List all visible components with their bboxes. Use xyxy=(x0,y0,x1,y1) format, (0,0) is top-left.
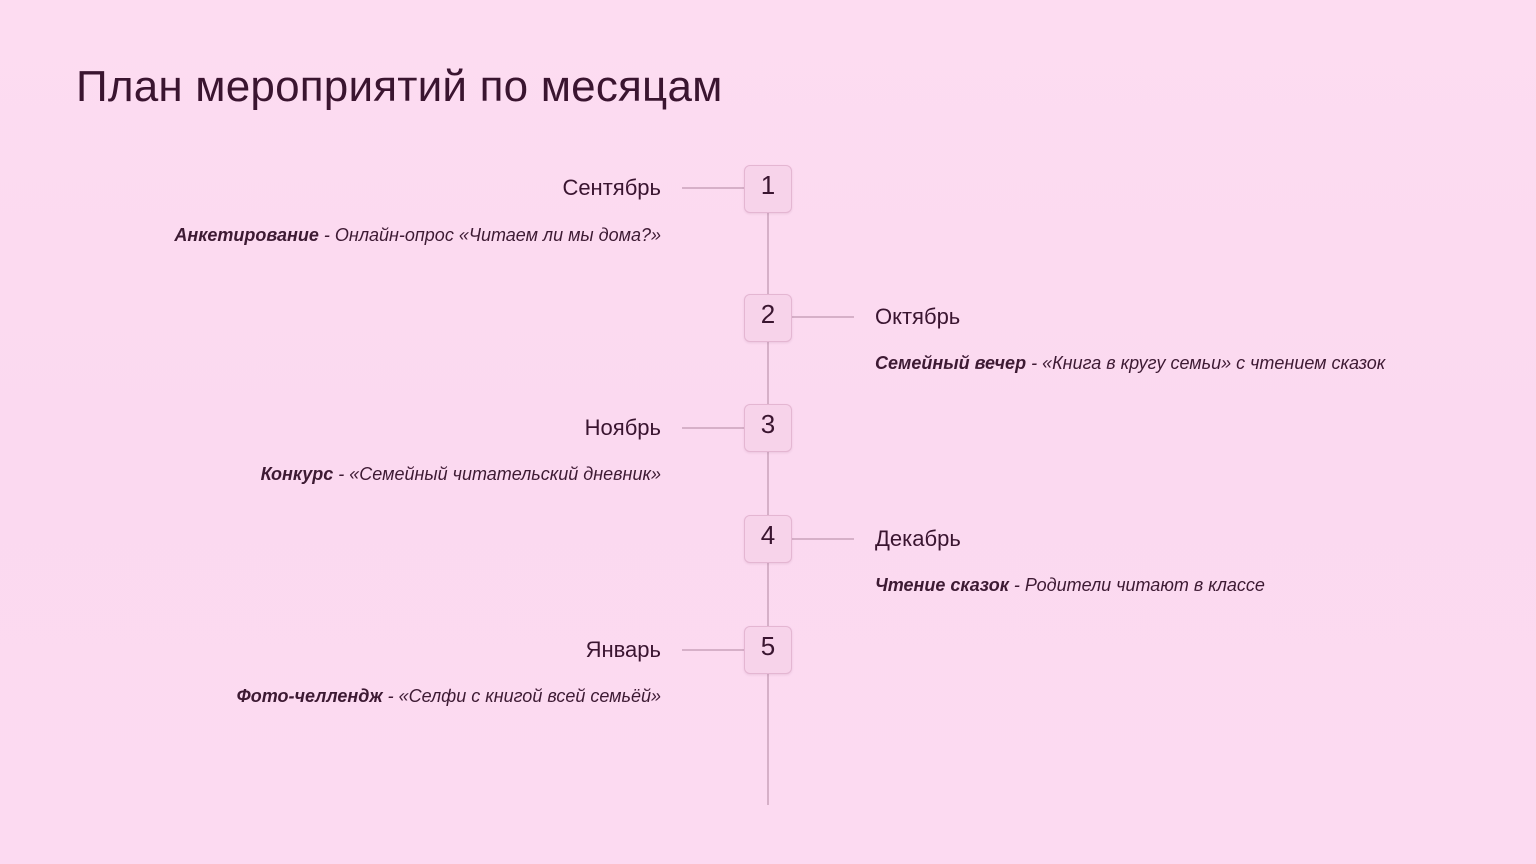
timeline-step-number: 5 xyxy=(744,626,792,674)
timeline-connector xyxy=(682,649,744,651)
page-title: План мероприятий по месяцам xyxy=(76,62,723,111)
timeline-activity: Анкетирование xyxy=(174,225,319,245)
timeline-step-number: 1 xyxy=(744,165,792,213)
timeline-step-number: 4 xyxy=(744,515,792,563)
timeline-connector xyxy=(792,538,854,540)
timeline-detail: «Книга в кругу семьи» с чтением сказок xyxy=(1042,353,1386,373)
timeline-detail: «Селфи с книгой всей семьёй» xyxy=(398,686,661,706)
timeline-connector xyxy=(682,187,744,189)
timeline-detail: Онлайн-опрос «Читаем ли мы дома?» xyxy=(334,225,661,245)
timeline-connector xyxy=(682,427,744,429)
timeline-detail: «Семейный читательский дневник» xyxy=(349,464,661,484)
timeline-month: Ноябрь xyxy=(584,415,661,440)
timeline-month: Сентябрь xyxy=(562,175,661,200)
timeline-axis xyxy=(767,188,769,805)
timeline-description xyxy=(237,686,661,707)
timeline-connector xyxy=(792,316,854,318)
timeline-activity: Чтение сказок xyxy=(875,575,1009,595)
timeline-activity: Семейный вечер xyxy=(875,353,1027,373)
timeline-separator: - xyxy=(333,464,350,484)
timeline-description xyxy=(261,464,661,485)
timeline-separator: - xyxy=(318,225,335,245)
timeline-description xyxy=(174,225,661,246)
timeline-separator: - xyxy=(382,686,399,706)
timeline-detail: Родители читают в классе xyxy=(1024,575,1265,595)
timeline-activity: Конкурс xyxy=(260,464,334,484)
timeline-month: Январь xyxy=(585,637,661,662)
timeline-description xyxy=(875,575,1265,596)
timeline-separator: - xyxy=(1026,353,1043,373)
timeline-step-number: 2 xyxy=(744,294,792,342)
timeline-activity: Фото-челлендж xyxy=(236,686,383,706)
timeline-description xyxy=(875,353,1385,374)
timeline-step-number: 3 xyxy=(744,404,792,452)
timeline-separator: - xyxy=(1008,575,1025,595)
timeline-month: Декабрь xyxy=(875,526,961,551)
timeline-month: Октябрь xyxy=(875,304,961,329)
